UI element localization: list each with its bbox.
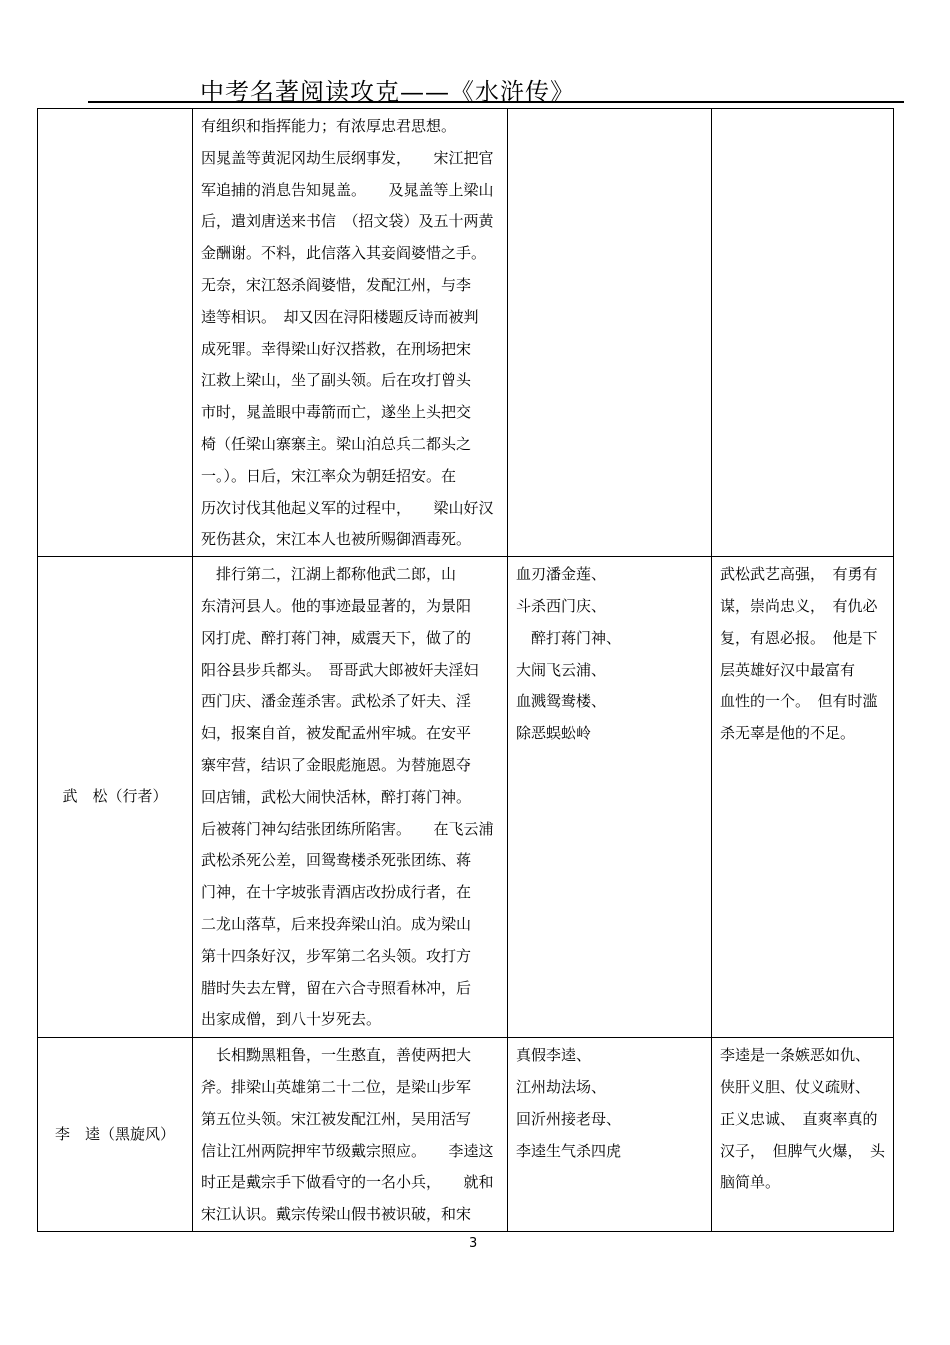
trait-line: 武松武艺高强， 有勇有: [720, 565, 878, 584]
story-line: 后被蒋门神勾结张团练所陷害。 在飞云浦: [201, 819, 494, 838]
story-line: 无奈，宋江怒杀阎婆惜，发配江州，与李: [201, 275, 472, 294]
story-line: 第五位头领。宋江被发配江州，吴用活写: [201, 1109, 472, 1128]
story-line: 出家成僧，到八十岁死去。: [201, 1010, 382, 1029]
story-line: 长相黝黑粗鲁，一生憨直，善使两把大: [201, 1046, 472, 1065]
trait-line: 正义忠诚、 直爽率真的: [720, 1109, 878, 1128]
story-line: 一。）。日后，宋江率众为朝廷招安。在: [201, 466, 457, 485]
traits-cell: [712, 1038, 894, 1232]
traits-cell: [712, 557, 894, 1038]
story-line: 门神，在十字坡张青酒店改扮成行者，在: [201, 883, 472, 902]
story-line: 排行第二，江湖上都称他武二郎，山: [201, 565, 457, 584]
event-item: 大闹飞云浦、: [516, 660, 607, 679]
story-line: 信让江州两院押牢节级戴宗照应。 李逵这: [201, 1141, 494, 1160]
event-item: 斗杀西门庆、: [516, 596, 607, 615]
events-cell: [508, 1038, 712, 1232]
story-line: 金酬谢。不料，此信落入其妾阎婆惜之手。: [201, 244, 487, 263]
character-name-cell: [38, 109, 193, 557]
character-name: 李 逵（黑旋风）: [54, 1124, 175, 1143]
story-line: 冈打虎、醉打蒋门神，威震天下，做了的: [201, 628, 472, 647]
story-line: 后，遣刘唐送来书信 （招文袋）及五十两黄: [201, 212, 494, 231]
table-row: [38, 109, 894, 557]
event-item: 江州劫法场、: [516, 1077, 607, 1096]
traits-cell-content: [712, 109, 893, 111]
story-cell: [193, 557, 508, 1038]
story-line: 因晁盖等黄泥冈劫生辰纲事发， 宋江把官: [201, 148, 494, 167]
event-item: 除恶蜈蚣岭: [516, 724, 592, 743]
table-body: [38, 109, 894, 1232]
story-line: 西门庆、潘金莲杀害。武松杀了奸夫、淫: [201, 692, 472, 711]
story-cell: [193, 1038, 508, 1232]
character-table: [37, 108, 894, 1232]
event-item: 醉打蒋门神、: [516, 628, 622, 647]
story-line: 江救上梁山，坐了副头领。后在攻打曾头: [201, 371, 472, 390]
page-number: 3: [469, 1236, 478, 1251]
trait-line: 谋，崇尚忠义， 有仇必: [720, 596, 878, 615]
trait-line: 侠肝义胆、仗义疏财、: [720, 1077, 871, 1096]
story-line: 第十四条好汉，步军第二名头领。攻打方: [201, 946, 472, 965]
story-line: 寨牢营，结识了金眼彪施恩。为替施恩夺: [201, 755, 472, 774]
table-row: [38, 557, 894, 1038]
events-cell-content: [508, 109, 711, 111]
traits-cell-content: [712, 1038, 893, 1199]
story-line: 有组织和指挥能力；有浓厚忠君思想。: [201, 117, 457, 135]
trait-line: 层英雄好汉中最富有: [720, 660, 856, 679]
story-line: 死伤甚众，宋江本人也被所赐御酒毒死。: [201, 530, 472, 549]
trait-line: 复，有恩必报。 他是下: [720, 628, 878, 647]
event-item: 回沂州接老母、: [516, 1109, 622, 1128]
event-item: 血刃潘金莲、: [516, 565, 607, 584]
traits-cell: [712, 109, 894, 557]
traits-cell-content: [712, 557, 893, 750]
event-item: 血溅鸳鸯楼、: [516, 692, 607, 711]
story-line: 腊时失去左臂，留在六合寺照看林冲，后: [201, 978, 472, 997]
events-cell-content: [508, 557, 711, 750]
trait-line: 血性的一个。 但有时滥: [720, 692, 878, 711]
story-cell-content: [193, 109, 507, 556]
events-cell-content: [508, 1038, 711, 1167]
story-line: 宋江认识。戴宗传梁山假书被识破，和宋: [201, 1205, 472, 1224]
event-item: 真假李逵、: [516, 1046, 592, 1065]
story-line: 斧。排梁山英雄第二十二位，是梁山步军: [201, 1077, 472, 1096]
events-cell: [508, 109, 712, 557]
story-line: 历次讨伐其他起义军的过程中， 梁山好汉: [201, 498, 494, 517]
header-rule: [88, 101, 904, 103]
page-header-title: 中考名著阅读攻克——《水浒传》: [200, 78, 575, 106]
story-cell-content: [193, 557, 507, 1036]
story-line: 武松杀死公差，回鸳鸯楼杀死张团练、蒋: [201, 851, 472, 870]
table-row: [38, 1038, 894, 1232]
trait-line: 李逵是一条嫉恶如仇、: [720, 1046, 871, 1065]
story-line: 椅（任梁山寨寨主。梁山泊总兵二都头之: [201, 434, 472, 453]
story-line: 阳谷县步兵都头。 哥哥武大郎被奸夫淫妇: [201, 660, 479, 679]
trait-line: 杀无辜是他的不足。: [720, 724, 856, 743]
story-line: 时正是戴宗手下做看守的一名小兵， 就和: [201, 1173, 494, 1192]
story-line: 军追捕的消息告知晁盖。 及晁盖等上梁山: [201, 180, 494, 199]
story-line: 逵等相识。 却又因在浔阳楼题反诗而被判: [201, 307, 479, 326]
event-item: 李逵生气杀四虎: [516, 1141, 622, 1160]
story-cell: [193, 109, 508, 557]
story-line: 成死罪。幸得梁山好汉搭救，在刑场把宋: [201, 339, 472, 358]
story-line: 二龙山落草，后来投奔梁山泊。成为梁山: [201, 914, 472, 933]
character-name: 武 松（行者）: [62, 787, 168, 806]
character-name-cell: [38, 1038, 193, 1232]
trait-line: 汉子， 但脾气火爆， 头: [720, 1141, 886, 1160]
character-name-cell: [38, 557, 193, 1038]
story-cell-content: [193, 1038, 507, 1231]
story-line: 回店铺，武松大闹快活林，醉打蒋门神。: [201, 787, 472, 806]
trait-line: 脑简单。: [720, 1173, 781, 1192]
story-line: 市时，晁盖眼中毒箭而亡，遂坐上头把交: [201, 403, 472, 422]
events-cell: [508, 557, 712, 1038]
story-line: 妇，报案自首，被发配孟州牢城。在安平: [201, 724, 472, 743]
story-line: 东清河县人。他的事迹最显著的，为景阳: [201, 596, 472, 615]
